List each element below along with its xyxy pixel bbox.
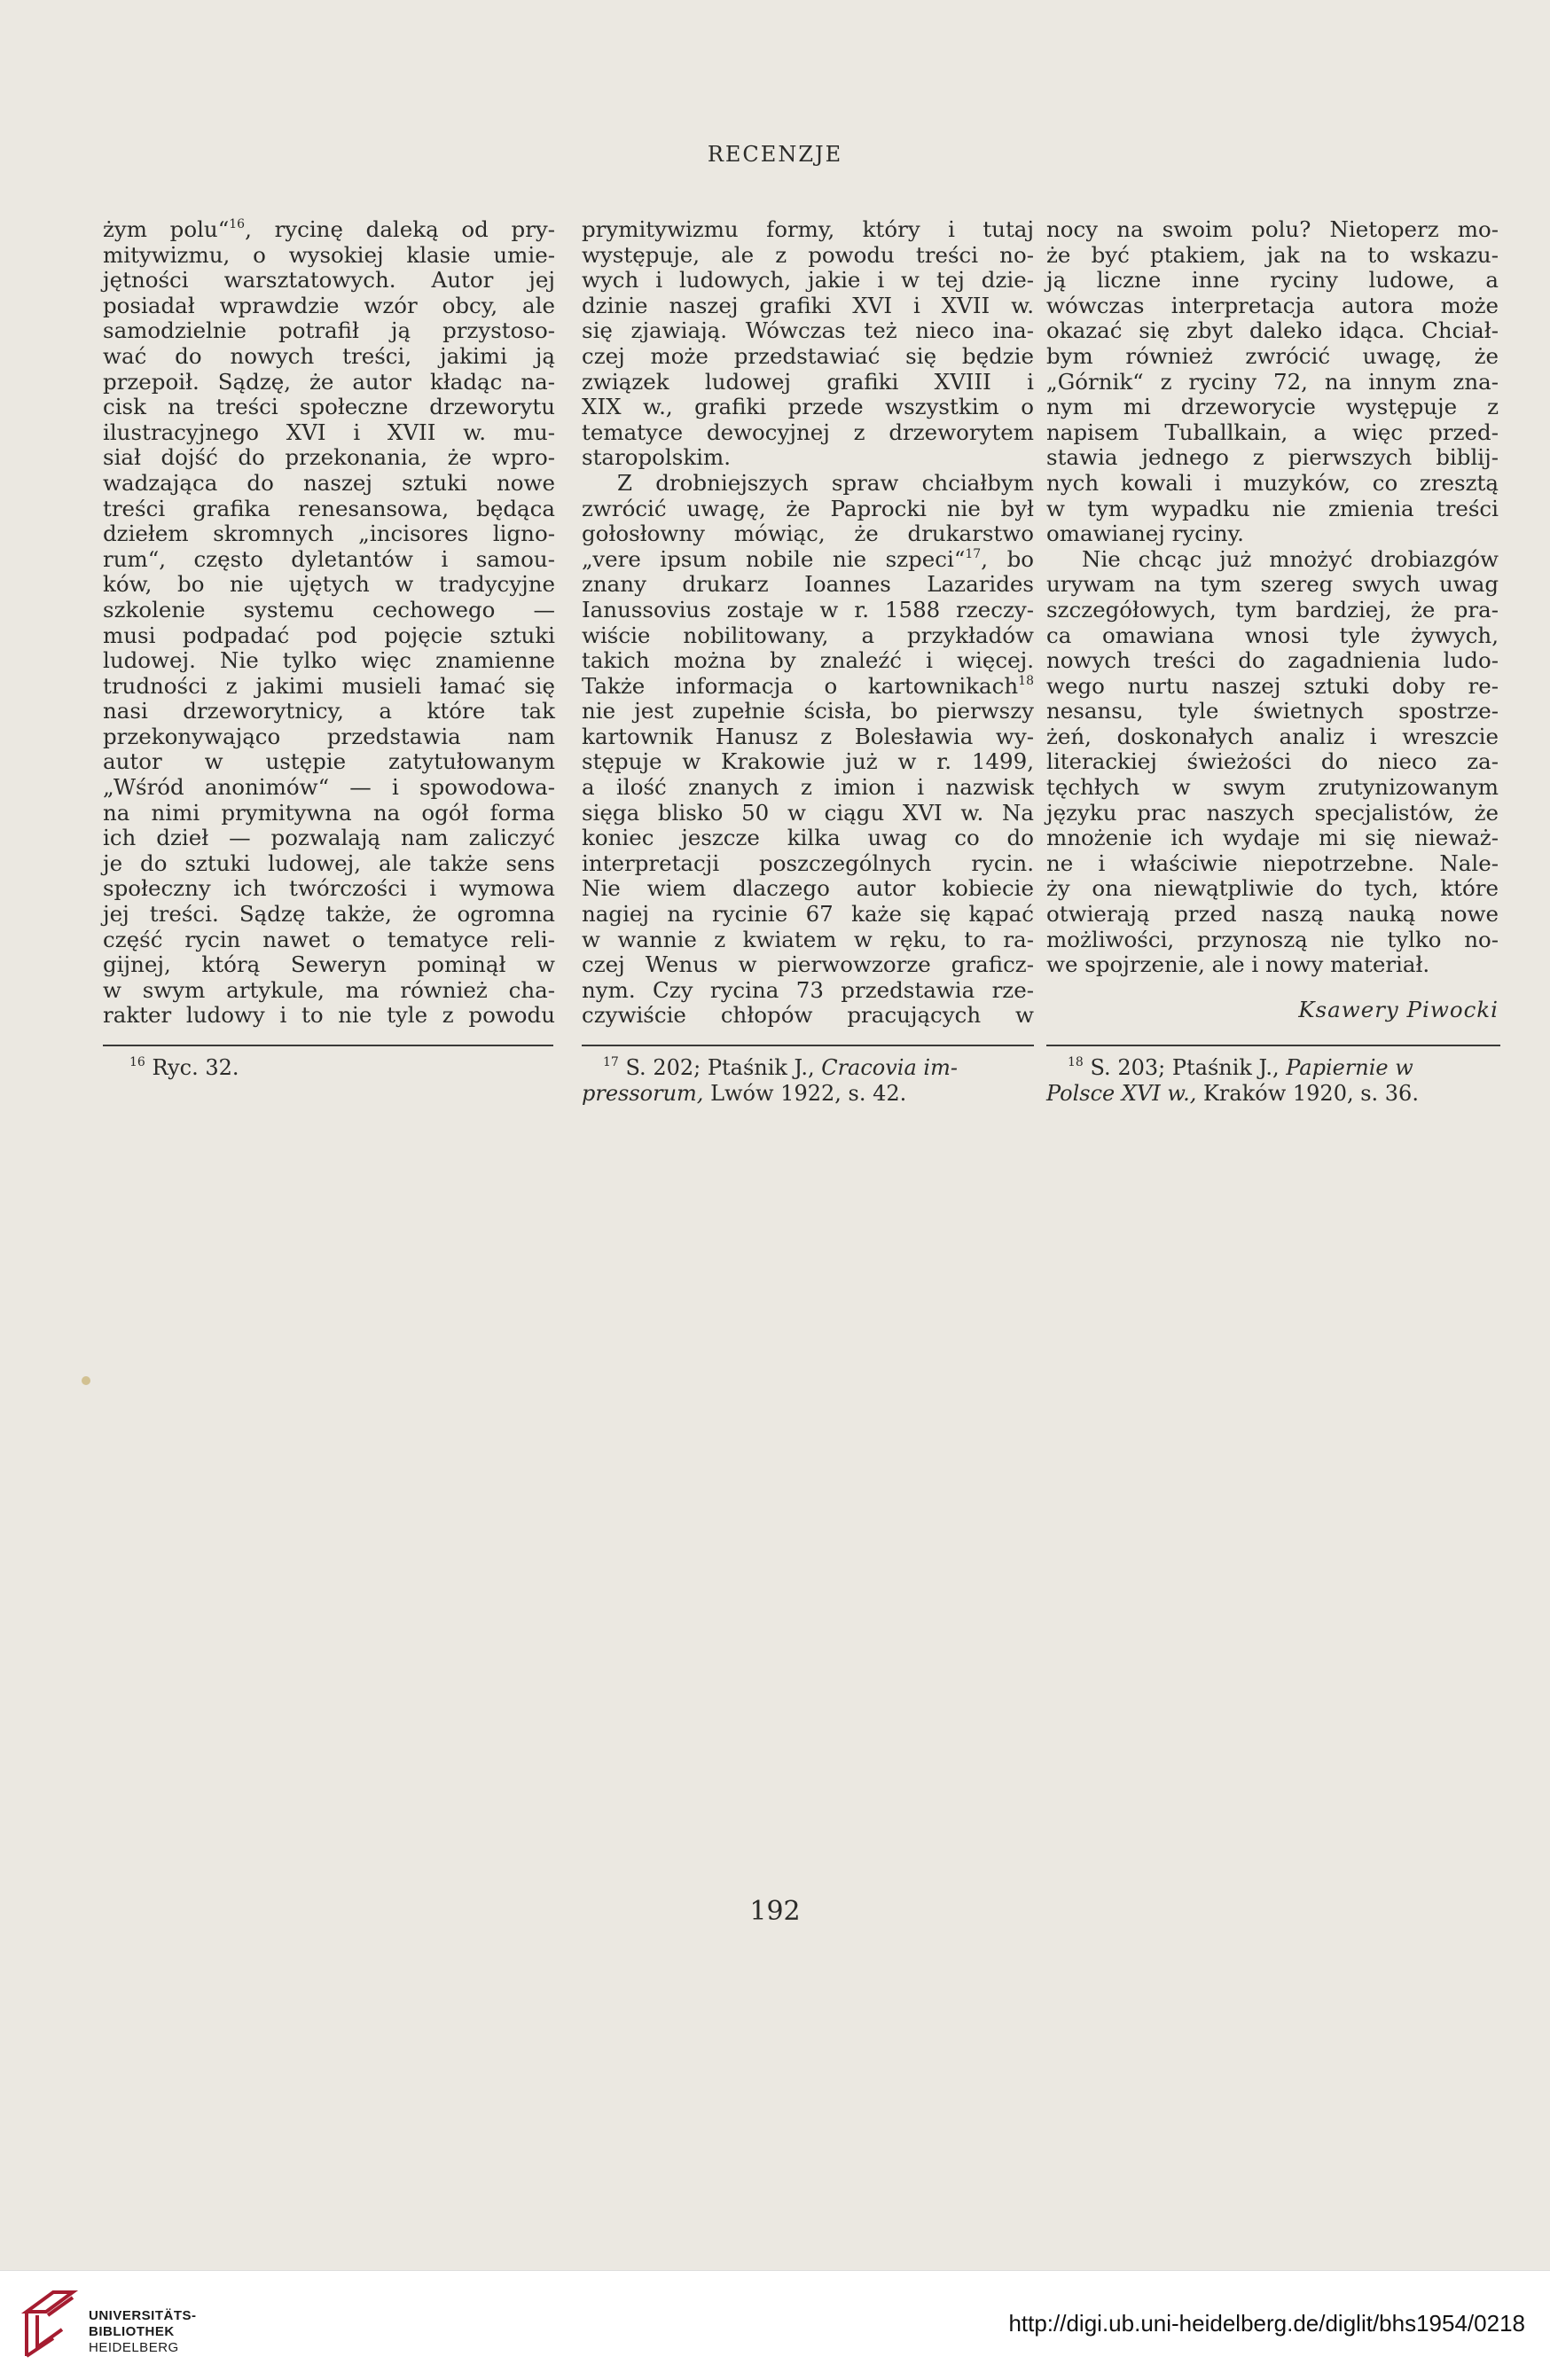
text-line: szczegółowych, tym bardziej, że pra- (1046, 596, 1499, 622)
text-line: samodzielnie potrafił ją przystoso- (103, 317, 555, 344)
text-line: nasi drzeworytnicy, a które tak (103, 698, 555, 724)
text-column-1 (103, 217, 555, 1029)
text-line: możliwości, przynoszą nie tylko no- (1046, 926, 1499, 952)
text-line: omawianej ryciny. (1046, 521, 1244, 547)
text-line: społeczny ich twórczości i wymowa (103, 875, 555, 902)
paper-speck (82, 1376, 90, 1385)
source-url-link[interactable]: http://digi.ub.uni-heidelberg.de/diglit/bhs1954/0218 (1008, 2310, 1525, 2337)
text-line: siał dojść do przekonania, że wpro- (103, 444, 555, 471)
text-column-2 (582, 217, 1034, 1029)
text-line: ilustracyjnego XVI i XVII w. mu- (103, 419, 555, 445)
text-line: Nie chcąc już mnożyć drobiazgów (1082, 545, 1499, 572)
text-line: że być ptakiem, jak na to wskazu- (1046, 241, 1499, 268)
text-line: ży ona niewątpliwie do tych, które (1046, 875, 1499, 902)
text-line: Ianussovius zostaje w r. 1588 rzeczy- (582, 596, 1034, 622)
text-line: wówczas interpretacja autora może (1046, 292, 1499, 318)
text-line: nagiej na rycinie 67 każe się kąpać (582, 901, 1034, 928)
text-line: koniec jeszcze kilka uwag co do (582, 825, 1034, 851)
text-line: cisk na treści społeczne drzeworytu (103, 394, 555, 420)
text-line: żeń, doskonałych analiz i wreszcie (1046, 723, 1499, 749)
text-line: nocy na swoim polu? Nietoperz mo- (1046, 216, 1499, 242)
text-line: prymitywizmu formy, który i tutaj (582, 216, 1034, 242)
text-line: wadzająca do naszej sztuki nowe (103, 469, 555, 496)
footer-bar (0, 2270, 1550, 2380)
text-line: języku prac naszych specjalistów, że (1046, 799, 1499, 826)
text-line: Nie wiem dlaczego autor kobiecie (582, 875, 1034, 902)
text-line: literackiej świeżości do nieco za- (1046, 748, 1499, 775)
text-line: autor w ustępie zatytułowanym (103, 748, 555, 775)
text-line: okazać się zbyt daleko idąca. Chciał- (1046, 317, 1499, 344)
text-line: w wannie z kwiatem w ręku, to ra- (582, 926, 1034, 952)
text-line: „vere ipsum nobile nie szpeci“$^{17}$, bo (582, 545, 1034, 572)
text-line: się zjawiają. Wówczas też nieco ina- (582, 317, 1034, 344)
footnote-number: 18 (1068, 1055, 1084, 1069)
text-line: takich można by znaleźć i więcej. (582, 647, 1034, 674)
text-line: nych kowali i muzyków, co zresztą (1046, 469, 1499, 496)
text-line: część rycin nawet o tematyce reli- (103, 926, 555, 952)
text-line: jętności warsztatowych. Autor jej (103, 267, 555, 294)
text-line: stępuje w Krakowie już w r. 1499, (582, 748, 1034, 775)
text-line: urywam na tym szereg swych uwag (1046, 571, 1499, 598)
text-line: „Wśród anonimów“ — i spowodowa- (103, 774, 555, 801)
text-line: dzinie naszej grafiki XVI i XVII w. (582, 292, 1034, 318)
text-line: Także informacja o kartownikach$^{18}$ (582, 672, 1034, 699)
text-line: nesansu, tyle świetnych spostrze- (1046, 698, 1499, 724)
text-line: XIX w., grafiki przede wszystkim o (582, 394, 1034, 420)
text-line: wych i ludowych, jakie i w tej dzie- (582, 267, 1034, 294)
text-line: czej może przedstawiać się będzie (582, 342, 1034, 369)
text-column-3 (1046, 217, 1499, 1022)
text-line: żym polu“$^{16}$, rycinę daleką od pry- (103, 216, 556, 242)
text-line: stawia jednego z pierwszych biblij- (1046, 444, 1499, 471)
text-line: otwierają przed naszą nauką nowe (1046, 901, 1499, 928)
text-line: przekonywająco przedstawia nam (103, 723, 555, 749)
text-line: zwrócić uwagę, że Paprocki nie był (582, 495, 1034, 521)
text-line: napisem Tuballkain, a więc przed- (1046, 419, 1499, 445)
text-line: nym. Czy rycina 73 przedstawia rze- (582, 976, 1034, 1003)
footnote-number: 16 (129, 1055, 145, 1069)
text-line: związek ludowej grafiki XVIII i (582, 368, 1034, 395)
page-number: 192 (749, 1896, 801, 1927)
text-line: znany drukarz Ioannes Lazarides (582, 571, 1034, 598)
text-line: a ilość znanych z imion i nazwisk (582, 774, 1034, 801)
text-line: mnożenie ich wydaje mi się nieważ- (1046, 825, 1499, 851)
footnote-number: 17 (603, 1055, 619, 1069)
footnote-ref[interactable]: 16 (229, 217, 246, 231)
text-line: ich dzieł — pozwalają nam zaliczyć (103, 825, 555, 851)
text-line: rakter ludowy i to nie tyle z powodu (103, 1002, 555, 1029)
running-header: RECENZJE (707, 142, 843, 167)
footnote-divider (103, 1045, 553, 1046)
text-line: ją liczne inne ryciny ludowe, a (1046, 267, 1499, 294)
text-line: wiście nobilitowany, a przykładów (582, 622, 1034, 648)
library-logo-icon[interactable] (18, 2285, 80, 2363)
footnote-ref[interactable]: 17 (965, 546, 982, 561)
text-line: nym mi drzeworycie występuje z (1046, 394, 1499, 420)
library-name: UNIVERSITÄTS- BIBLIOTHEK HEIDELBERG (89, 2308, 197, 2355)
footnote-18: $^{18}$ S. 203; Ptaśnik J., Papiernie w Polsce XVI w., Kraków 1920, s. 36. (1046, 1055, 1419, 1106)
text-line: czej Wenus w pierwowzorze graficz- (582, 951, 1034, 978)
footnote-divider (582, 1045, 1034, 1046)
text-line: występuje, ale z powodu treści no- (582, 241, 1034, 268)
text-line: „Górnik“ z ryciny 72, na innym zna- (1046, 368, 1499, 395)
footnote-17: $^{17}$ S. 202; Ptaśnik J., Cracovia im- pressorum, Lwów 1922, s. 42. (582, 1055, 958, 1106)
text-line: dziełem skromnych „incisores ligno- (103, 521, 555, 547)
text-line: nie jest zupełnie ścisła, bo pierwszy (582, 698, 1034, 724)
text-line: Z drobniejszych spraw chciałbym (617, 469, 1034, 496)
footnote-16 (129, 1055, 582, 1081)
text-line: kartownik Hanusz z Bolesławia wy- (582, 723, 1034, 749)
text-line: interpretacji poszczególnych rycin. (582, 849, 1034, 876)
author-signature: Ksawery Piwocki (1298, 996, 1499, 1022)
text-line: szkolenie systemu cechowego — (103, 596, 555, 622)
text-line: nowych treści do zagadnienia ludo- (1046, 647, 1499, 674)
text-line: wego nurtu naszej sztuki doby re- (1046, 672, 1499, 699)
text-line: we spojrzenie, ale i nowy materiał. (1046, 951, 1430, 978)
text-line: ca omawiana wnosi tyle żywych, (1046, 622, 1499, 648)
text-line: posiadał wprawdzie wzór obcy, ale (103, 292, 555, 318)
footnote-divider (1046, 1045, 1500, 1046)
text-line: tematyce dewocyjnej z drzeworytem (582, 419, 1034, 445)
text-line: jej treści. Sądzę także, że ogromna (103, 901, 555, 928)
text-line: musi podpadać pod pojęcie sztuki (103, 622, 555, 648)
text-line: w tym wypadku nie zmienia treści (1046, 495, 1499, 521)
text-line: sięga blisko 50 w ciągu XVI w. Na (582, 799, 1034, 826)
text-line: rum“, często dyletantów i samou- (103, 545, 555, 572)
text-line: staropolskim. (582, 444, 732, 471)
text-line: bym również zwrócić uwagę, że (1046, 342, 1499, 369)
text-line: czywiście chłopów pracujących w (582, 1002, 1034, 1029)
text-line: ludowej. Nie tylko więc znamienne (103, 647, 555, 674)
text-line: ne i właściwie niepotrzebne. Nale- (1046, 849, 1499, 876)
text-line: gołosłowny mówiąc, że drukarstwo (582, 521, 1034, 547)
text-line: tęchłych w swym zrutynizowanym (1046, 774, 1499, 801)
footnote-ref[interactable]: 18 (1018, 673, 1034, 688)
text-line: w swym artykule, ma również cha- (103, 976, 555, 1003)
text-line: na nimi prymitywna na ogół forma (103, 799, 555, 826)
text-line: trudności z jakimi musieli łamać się (103, 672, 555, 699)
text-line: przepoił. Sądzę, że autor kładąc na- (103, 368, 555, 395)
footnote-text: Ryc. 32. (152, 1055, 239, 1080)
text-line: wać do nowych treści, jakimi ją (103, 342, 555, 369)
text-line: gijnej, którą Seweryn pominął w (103, 951, 555, 978)
text-line: treści grafika renesansowa, będąca (103, 495, 555, 521)
text-line: je do sztuki ludowej, ale także sens (103, 849, 555, 876)
text-line: mitywizmu, o wysokiej klasie umie- (103, 241, 555, 268)
text-line: ków, bo nie ujętych w tradycyjne (103, 571, 555, 598)
